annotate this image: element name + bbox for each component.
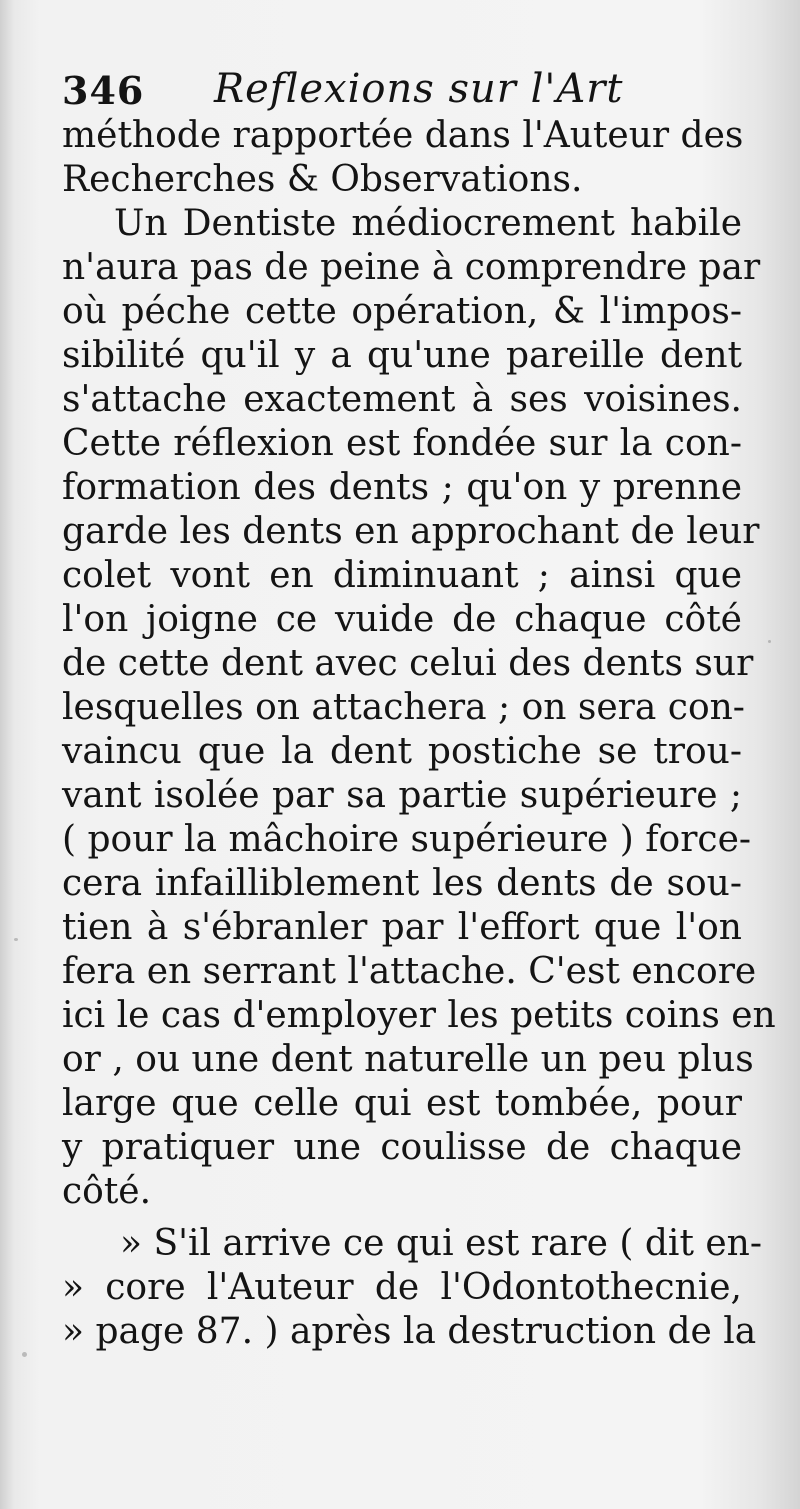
text-line: » core l'Auteur de l'Odontothecnie, [62, 1267, 742, 1308]
scan-speck [768, 640, 771, 643]
text-line: ( pour la mâchoire supérieure ) force- [62, 819, 752, 860]
scan-speck [22, 1352, 27, 1357]
page-body [62, 114, 776, 1354]
text-line: large que celle qui est tombée, pour [62, 1083, 742, 1124]
text-line: » page 87. ) après la destruction de la [62, 1311, 757, 1352]
text-line: de cette dent avec celui des dents sur [62, 643, 754, 684]
text-line: colet vont en diminuant ; ainsi que [62, 555, 742, 596]
text-line: cera infailliblement les dents de sou- [62, 863, 742, 904]
text-line: vaincu que la dent postiche se trou- [62, 731, 742, 772]
text-line: lesquelles on attachera ; on sera con- [62, 687, 745, 728]
scan-speck [14, 938, 18, 941]
text-line: fera en serrant l'attache. C'est encore [62, 951, 757, 992]
text-line: vant isolée par sa partie supérieure ; [62, 775, 742, 816]
text-line: s'attache exactement à ses voisines. [62, 379, 742, 420]
paragraph-gap [62, 1214, 742, 1222]
text-line: tien à s'ébranler par l'effort que l'on [62, 907, 742, 948]
text-line: » S'il arrive ce qui est rare ( dit en- [120, 1223, 763, 1264]
text-line: Cette réflexion est fondée sur la con- [62, 423, 742, 464]
text-line: n'aura pas de peine à comprendre par [62, 247, 761, 288]
text-line: où péche cette opération, & l'impos- [62, 291, 742, 332]
page-number: 346 [62, 68, 145, 113]
text-line: formation des dents ; qu'on y prenne [62, 467, 742, 508]
text-line: garde les dents en approchant de leur [62, 511, 760, 552]
text-line: méthode rapportée dans l'Auteur des [62, 115, 744, 156]
page-header [62, 66, 742, 116]
text-line: Recherches & Observations. [62, 159, 583, 200]
text-line: y pratiquer une coulisse de chaque [62, 1127, 742, 1168]
text-line: l'on joigne ce vuide de chaque côté [62, 599, 742, 640]
text-line: sibilité qu'il y a qu'une pareille dent [62, 335, 742, 376]
text-line: côté. [62, 1171, 152, 1212]
running-title: Reflexions sur l'Art [214, 66, 624, 112]
text-line: or , ou une dent naturelle un peu plus [62, 1039, 754, 1080]
text-line: Un Dentiste médiocrement habile [114, 203, 742, 244]
text-line: ici le cas d'employer les petits coins en [62, 995, 776, 1036]
